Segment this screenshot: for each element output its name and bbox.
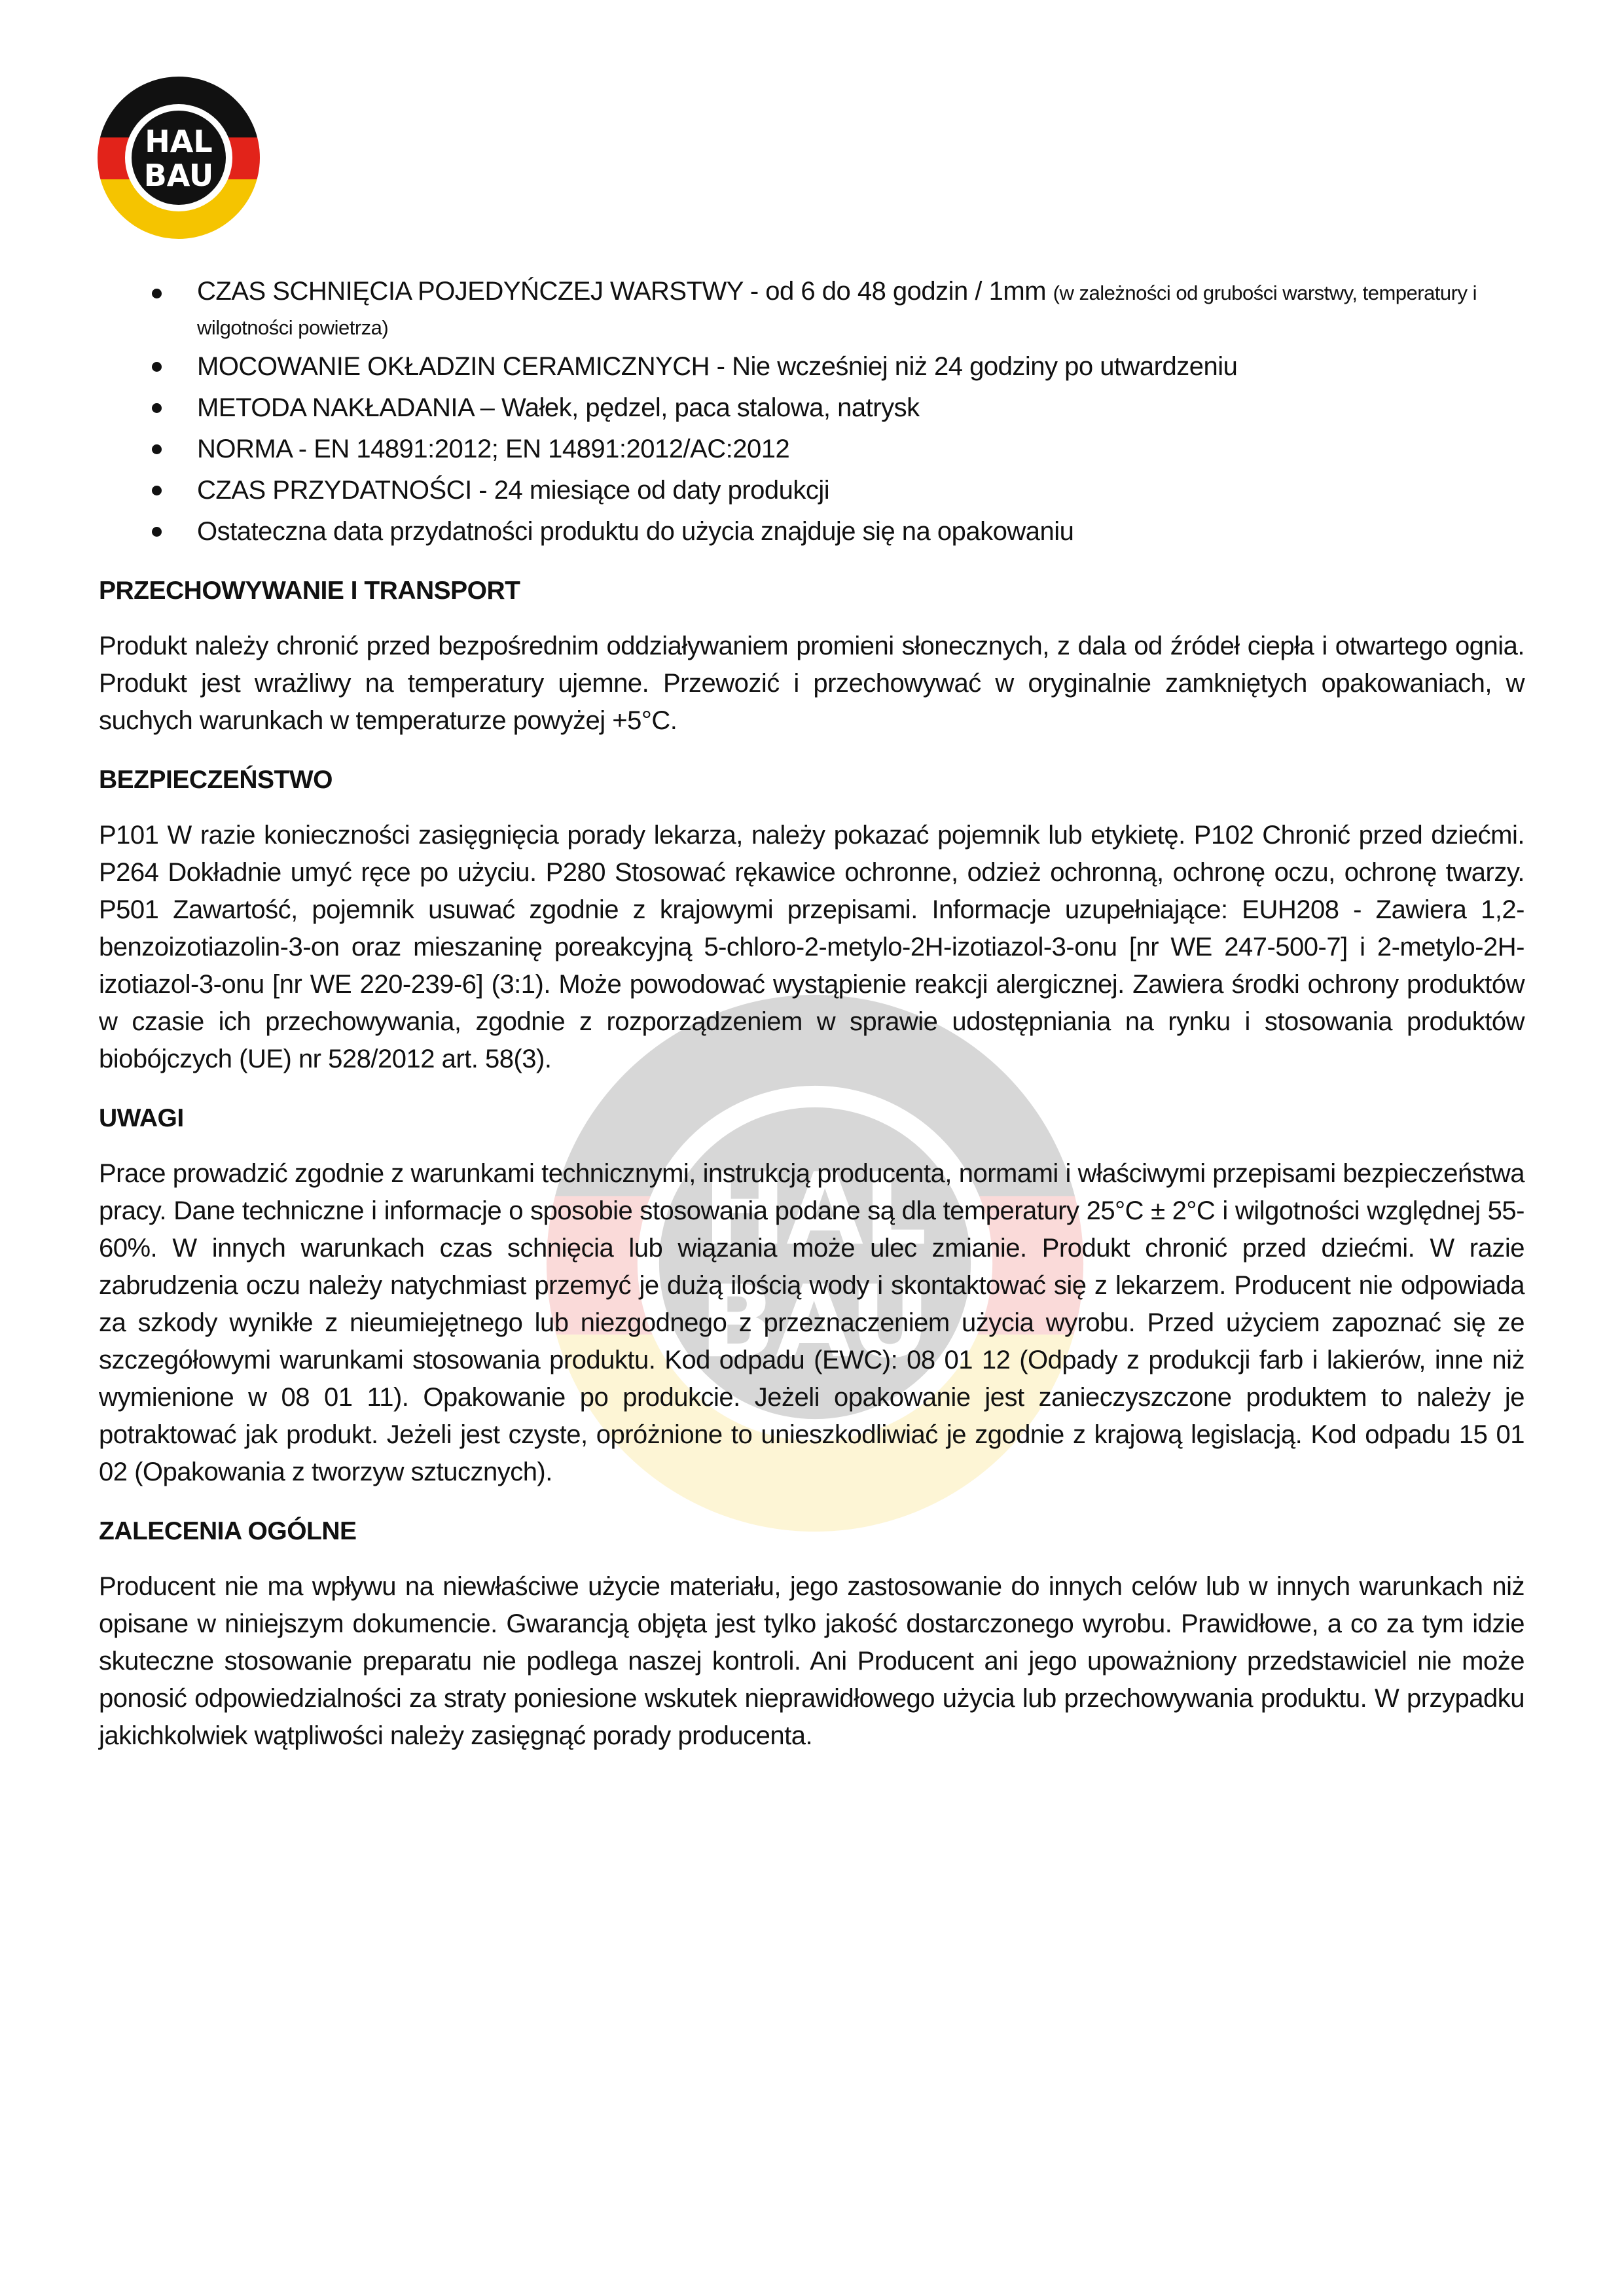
section-title-notes: UWAGI bbox=[99, 1104, 184, 1132]
spec-list bbox=[99, 275, 1525, 550]
section-title-general: ZALECENIA OGÓLNE bbox=[99, 1517, 357, 1545]
section-text-safety: P101 W razie konieczności zasięgnięcia porady lekarza, należy pokazać pojemnik lub etykietę. P102 Chronić przed dziećmi. P264 Dokładnie umyć ręce po użyciu. P280 Stosować rękawice ochronne, odzież ochronną, ochronę oczu, ochronę twarzy. P501 Zawartość, pojemnik usuwać zgodnie z krajowymi przepisami. Informacje uzupełniające: EUH208 - Zawiera 1,2- benzoizotiazolin-3-on oraz mieszaninę poreakcyjną 5-chloro-2-metylo-2H-izotiazol-3-onu [nr WE 247-500-7] i 2-metylo-2H-izotiazol-3-onu [nr WE 220-239-6] (3:1). Może powodować wystąpienie reakcji alergicznej. Zawiera środki ochrony produktów w czasie ich przechowywania, zgodnie z rozporządzeniem w sprawie udostępniania na rynku i stosowania produktów biobójczych (UE) nr 528/2012 art. 58(3). bbox=[99, 821, 1525, 1073]
logo-text-bau: BAU bbox=[143, 158, 214, 193]
list-item: NORMA - EN 14891:2012; EN 14891:2012/AC:2012 bbox=[99, 431, 1525, 468]
bullet-icon bbox=[152, 403, 162, 413]
list-item: MOCOWANIE OKŁADZIN CERAMICZNYCH - Nie wcześniej niż 24 godziny po utwardzeniu bbox=[99, 348, 1525, 386]
halbau-logo bbox=[96, 75, 262, 241]
section-title-storage: PRZECHOWYWANIE I TRANSPORT bbox=[99, 577, 520, 605]
logo-text-hal: HAL bbox=[145, 124, 213, 159]
section-text-general: Producent nie ma wpływu na niewłaściwe użycie materiału, jego zastosowanie do innych celów lub w innych warunkach niż opisane w niniejszym dokumencie. Gwarancją objęta jest tylko jakość dostarczonego wyrobu. Prawidłowe, a co za tym idzie skuteczne stosowanie preparatu nie podlega naszej kontroli. Ani Producent ani jego upoważniony przedstawiciel nie może ponosić odpowiedzialności za straty poniesione wskutek nieprawidłowego użycia lub przechowywania produktu. W przypadku jakichkolwiek wątpliwości należy zasięgnąć porady producenta. bbox=[99, 1572, 1525, 1750]
svg-text:BAU: BAU bbox=[699, 1264, 931, 1380]
bullet-icon bbox=[152, 362, 162, 372]
bullet-icon bbox=[152, 289, 162, 298]
section-text-storage: Produkt należy chronić przed bezpośrednim oddziaływaniem promieni słonecznych, z dala od źródeł ciepła i otwartego ognia. Produkt jest wrażliwy na temperatury ujemne. Przewozić i przechowywać w oryginalnie zamkniętych opakowaniach, w suchych warunkach w temperaturze powyżej +5°C. bbox=[99, 632, 1525, 735]
svg-text:HAL: HAL bbox=[703, 1151, 927, 1268]
list-item: CZAS PRZYDATNOŚCI - 24 miesiące od daty produkcji bbox=[99, 472, 1525, 509]
list-item: CZAS SCHNIĘCIA POJEDYŃCZEJ WARSTWY - od 6 do 48 godzin / 1mm (w zależności od grubości warstwy, temperatury i wilgotności powietrza) bbox=[99, 275, 1525, 344]
list-item: Ostateczna data przydatności produktu do użycia znajduje się na opakowaniu bbox=[99, 513, 1525, 550]
bullet-icon bbox=[152, 486, 162, 495]
section-title-safety: BEZPIECZEŃSTWO bbox=[99, 766, 333, 794]
list-item: METODA NAKŁADANIA – Wałek, pędzel, paca stalowa, natrysk bbox=[99, 389, 1525, 427]
bullet-icon bbox=[152, 444, 162, 454]
bullet-icon bbox=[152, 527, 162, 537]
document-body bbox=[99, 275, 1525, 1755]
section-text-notes: Prace prowadzić zgodnie z warunkami technicznymi, instrukcją producenta, normami i właściwymi przepisami bezpieczeństwa pracy. Dane techniczne i informacje o sposobie stosowania podane są dla temperatury 25°C ± 2°C i wilgotności względnej 55-60%. W innych warunkach czas schnięcia lub wiązania może ulec zmianie. Produkt chronić przed dziećmi. W razie zabrudzenia oczu należy natychmiast przemyć je dużą ilością wody i skontaktować się z lekarzem. Producent nie odpowiada za szkody wynikłe z nieumiejętnego lub niezgodnego z przeznaczeniem użycia wyrobu. Przed użyciem zapoznać się ze szczegółowymi warunkami stosowania produktu. Kod odpadu (EWC): 08 01 12 (Odpady z produkcji farb i lakierów, inne niż wymienione w 08 01 11). Opakowanie po produkcie. Jeżeli opakowanie jest zanieczyszczone produktem to należy je potraktować jak produkt. Jeżeli jest czyste, opróżnione to unieszkodliwiać je zgodnie z krajową legislacją. Kod odpadu 15 01 02 (Opakowania z tworzyw sztucznych). bbox=[99, 1159, 1525, 1486]
